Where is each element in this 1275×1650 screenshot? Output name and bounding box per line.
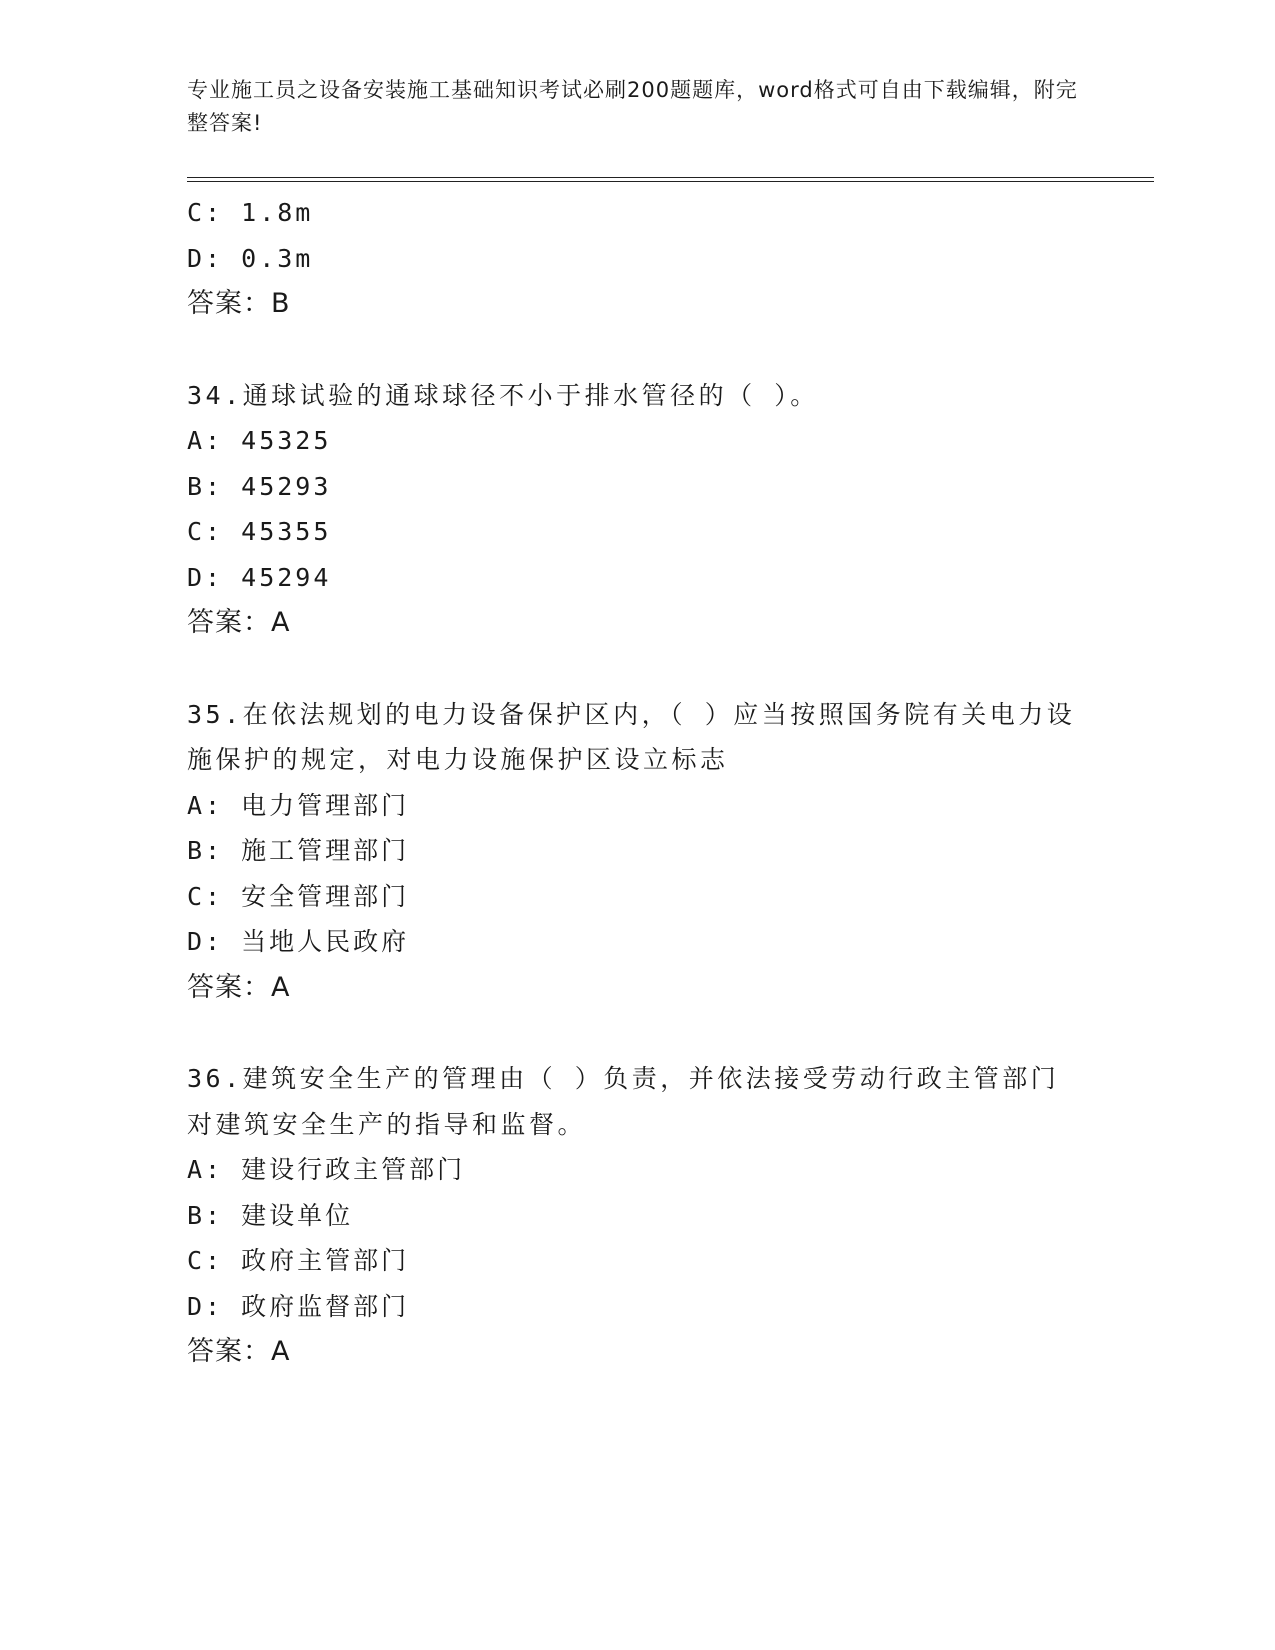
option-a: A: 电力管理部门 [187,790,410,820]
option-a: A: 45325 [187,426,332,455]
answer-line: 答案：B [187,288,291,319]
option-d: D: 0.3m [187,243,314,273]
question-list [187,190,1087,1375]
answer-line: 答案：A [187,971,291,1003]
question-stem: 35.在依法规划的电力设备保护区内，（ ）应当按照国务院有关电力设施保护的规定，对电力设施保护区设立标志 [187,699,1076,774]
option-c: C: 政府主管部门 [187,1246,410,1275]
answer-line: 答案：A [187,1336,291,1367]
answer-line: 答案：A [187,607,291,638]
question-36 [187,1056,1087,1375]
option-d: D: 45294 [187,562,332,592]
option-b: B: 建设单位 [187,1200,354,1230]
header-divider [187,177,1154,182]
question-stem: 36.建筑安全生产的管理由（ ）负责，并依法接受劳动行政主管部门对建筑安全生产的指导和监督。 [187,1064,1060,1139]
option-d: D: 政府监督部门 [187,1291,410,1321]
question-35 [187,692,1087,1011]
option-c: C: 45355 [187,517,332,546]
question-stem: 34.通球试验的通球球径不小于排水管径的（ ）。 [187,380,819,410]
option-d: D: 当地人民政府 [187,927,410,956]
option-c: C: 1.8m [187,198,314,227]
option-b: B: 45293 [187,471,332,501]
partial-question [187,190,1087,327]
option-c: C: 安全管理部门 [187,881,410,911]
option-a: A: 建设行政主管部门 [187,1155,466,1184]
page-header: 专业施工员之设备安装施工基础知识考试必刷200题题库，word格式可自由下载编辑，附完整答案! [187,78,1078,135]
question-34 [187,373,1087,646]
option-b: B: 施工管理部门 [187,836,410,865]
